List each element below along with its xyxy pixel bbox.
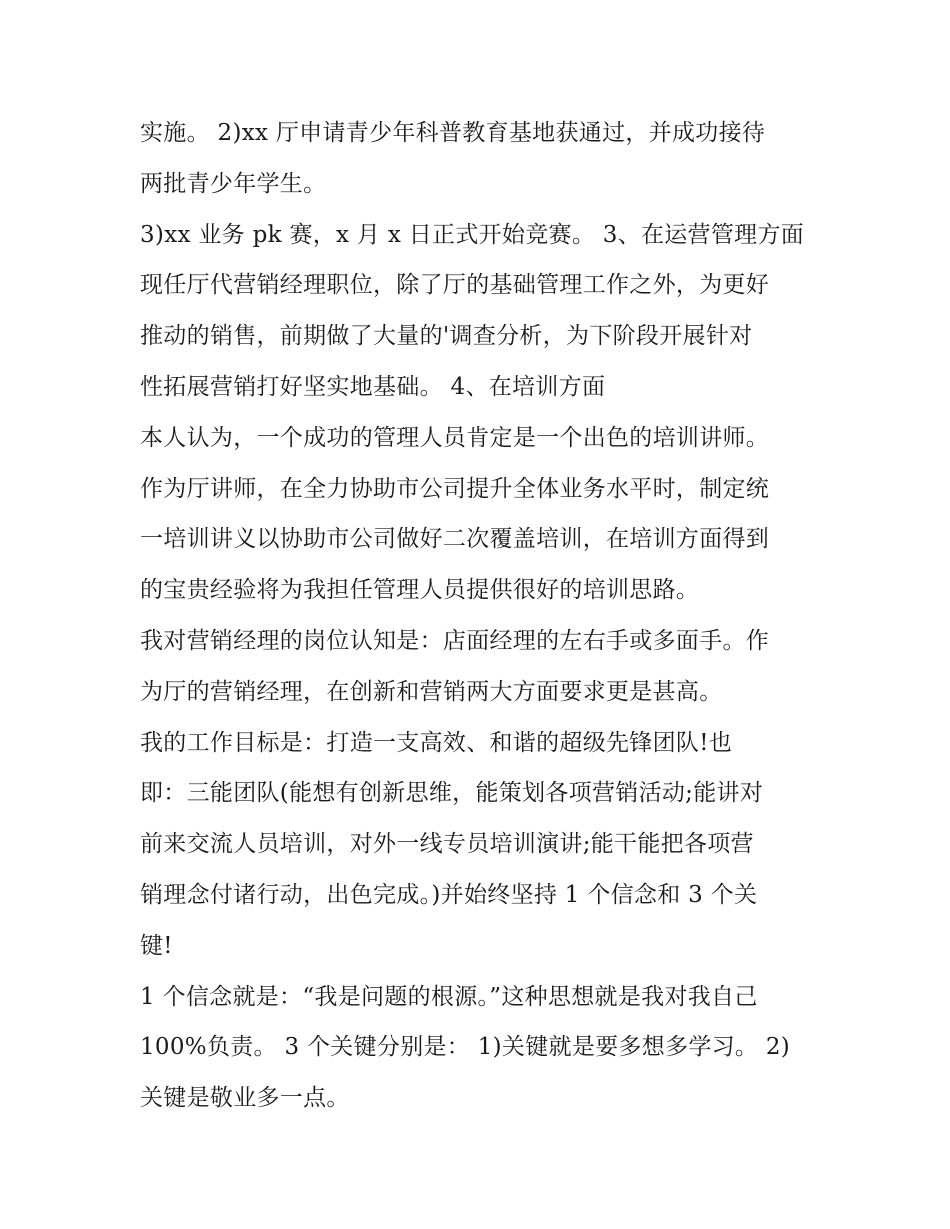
text-line: 作为厅讲师，在全力协助市公司提升全体业务水平时，制定统	[140, 475, 770, 502]
text-line: 我的工作目标是：打造一支高效、和谐的超级先锋团队!也	[140, 729, 733, 756]
text-line: 即：三能团队(能想有创新思维，能策划各项营销活动;能讲对	[140, 780, 764, 807]
text-line: 销理念付诸行动，出色完成。)并始终坚持 1 个信念和 3 个关	[140, 881, 758, 908]
text-line: 本人认为，一个成功的管理人员肯定是一个出色的培训讲师。	[140, 424, 770, 451]
document-body	[140, 108, 820, 1124]
text-line: 我对营销经理的岗位认知是：店面经理的左右手或多面手。作	[140, 627, 770, 654]
text-line: 现任厅代营销经理职位，除了厅的基础管理工作之外，为更好	[140, 272, 770, 299]
text-line: 100%负责。 3 个关键分别是： 1)关键就是要多想多学习。 2)	[140, 1034, 791, 1061]
text-line: 的宝贵经验将为我担任管理人员提供很好的培训思路。	[140, 577, 700, 604]
text-line: 1 个信念就是：“我是问题的根源。”这种思想就是我对我自己	[140, 983, 758, 1010]
text-line: 3)xx 业务 pk 赛，x 月 x 日正式开始竞赛。 3、在运营管理方面	[140, 221, 805, 248]
text-line: 推动的销售，前期做了大量的'调查分析，为下阶段开展针对	[140, 323, 753, 350]
text-line: 两批青少年学生。	[140, 170, 327, 197]
text-line: 关键是敬业多一点。	[140, 1085, 350, 1112]
text-line: 为厅的营销经理，在创新和营销两大方面要求更是甚高。	[140, 678, 723, 705]
text-line: 前来交流人员培训，对外一线专员培训演讲;能干能把各项营	[140, 831, 754, 858]
text-line: 一培训讲义以协助市公司做好二次覆盖培训，在培训方面得到	[140, 526, 770, 553]
text-line: 实施。 2)xx 厅申请青少年科普教育基地获通过，并成功接待	[140, 120, 766, 146]
text-line: 键!	[140, 932, 173, 959]
text-line: 性拓展营销打好坚实地基础。 4、在培训方面	[140, 373, 606, 400]
